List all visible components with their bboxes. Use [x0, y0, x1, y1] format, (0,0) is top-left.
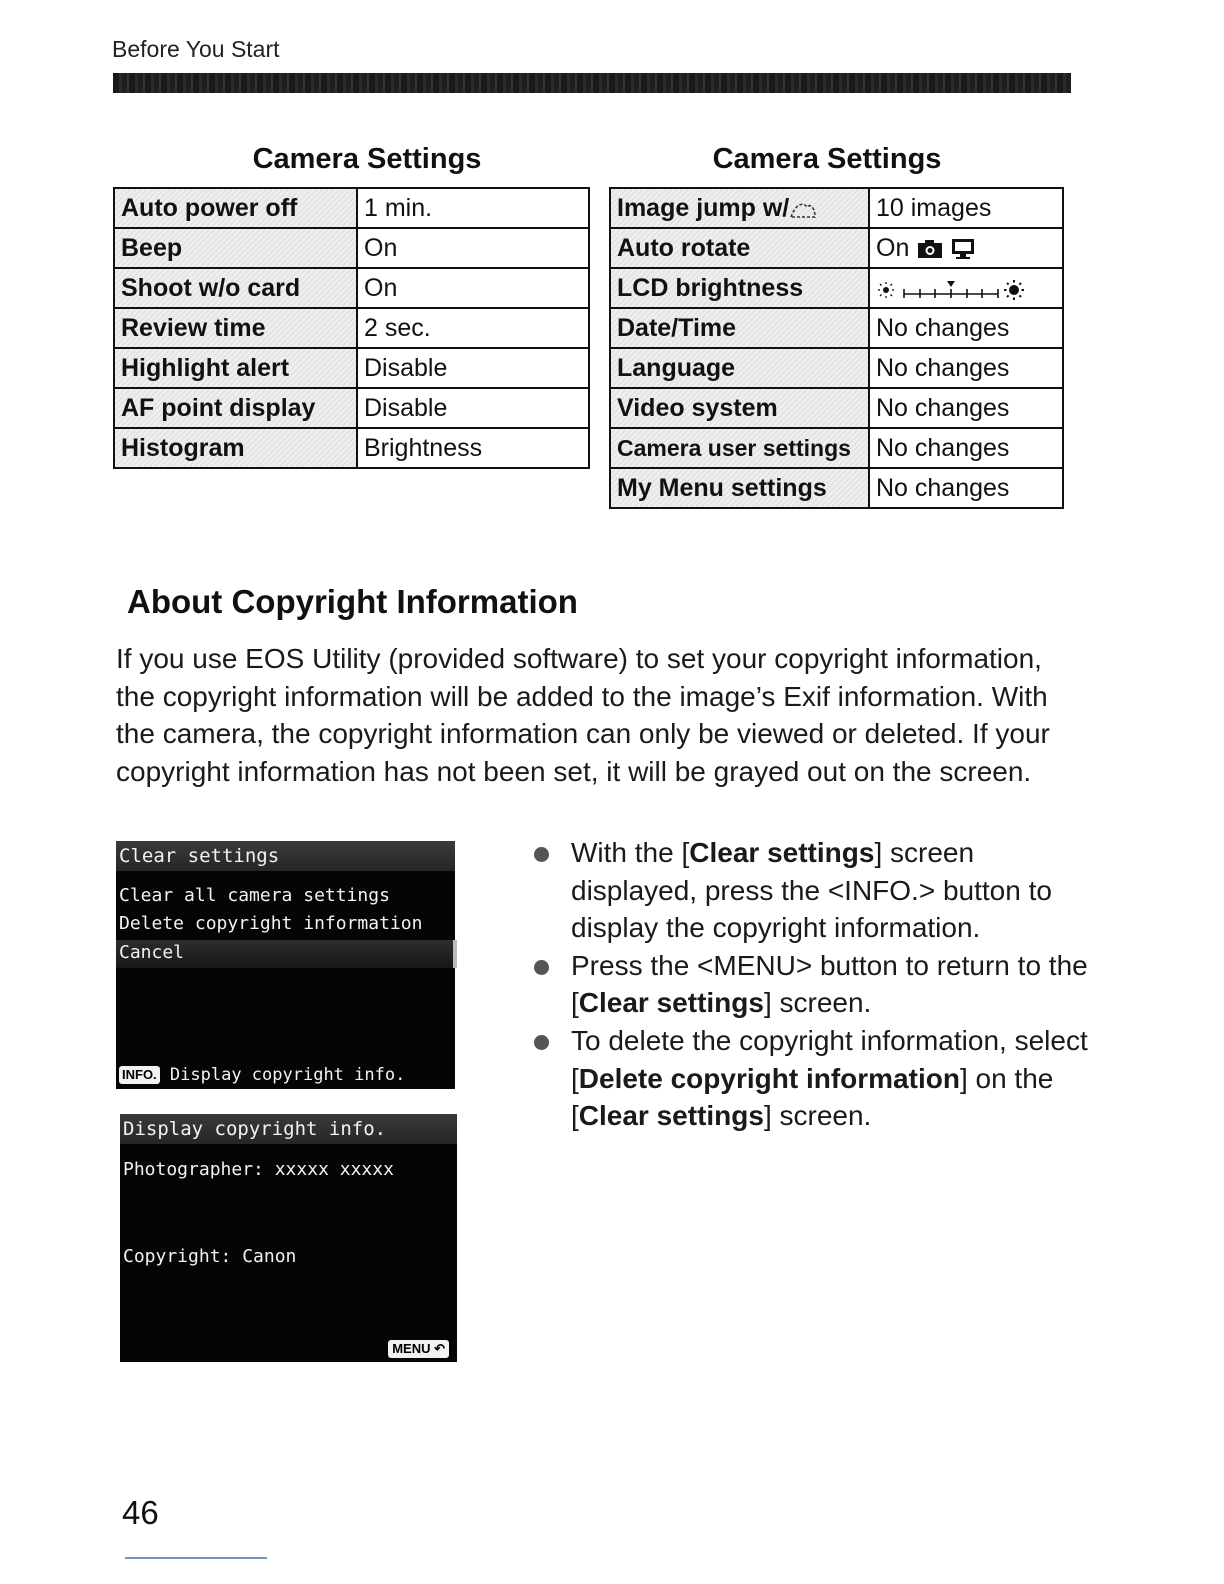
setting-label: Histogram [114, 428, 357, 468]
setting-value: No changes [869, 348, 1063, 388]
section-paragraph: If you use EOS Utility (provided software) to set your copyright information, the copyright information will be added to the image’s Exif information. With the camera, the copyright information can only be viewed or deleted. If your copyright information has not been set, it will be grayed out on the screen. [116, 643, 1050, 787]
menu-item-clear-all[interactable]: Clear all camera settings [119, 885, 390, 906]
setting-label: Camera user settings [610, 428, 869, 468]
page-number: 46 [122, 1494, 159, 1531]
setting-value: On [357, 268, 589, 308]
image-jump-icon [789, 197, 817, 221]
list-item: To delete the copyright information, select [Delete copyright information] on the [Clear settings] screen. [530, 1022, 1090, 1135]
setting-value: No changes [869, 468, 1063, 508]
bullet-icon [534, 960, 549, 975]
screen-title: Display copyright info. [120, 1114, 457, 1144]
setting-label: Video system [610, 388, 869, 428]
footer-label: Display copyright info. [169, 1065, 406, 1085]
menu-item-cancel[interactable]: Cancel [119, 942, 185, 963]
right-settings-table [609, 187, 1064, 509]
setting-label: Review time [114, 308, 357, 348]
table-row [114, 308, 589, 348]
setting-value: No changes [869, 428, 1063, 468]
table-row [610, 348, 1063, 388]
header-bar [113, 73, 1071, 93]
setting-value: Brightness [357, 428, 589, 468]
setting-label: Beep [114, 228, 357, 268]
table-row [610, 308, 1063, 348]
table-row [114, 228, 589, 268]
setting-label: Language [610, 348, 869, 388]
setting-label: Date/Time [610, 308, 869, 348]
table-row [610, 188, 1063, 228]
setting-value: On [357, 228, 589, 268]
brightness-slider-icon [876, 274, 1026, 304]
setting-value: No changes [869, 308, 1063, 348]
setting-label: Highlight alert [114, 348, 357, 388]
setting-label: AF point display [114, 388, 357, 428]
table-row [114, 188, 589, 228]
list-item: With the [Clear settings] screen displayed, press the <INFO.> button to display the copyright information. [530, 834, 1090, 947]
setting-value: 2 sec. [357, 308, 589, 348]
list-item: Press the <MENU> button to return to the [Clear settings] screen. [530, 947, 1090, 1022]
monitor-icon [951, 238, 975, 260]
copyright-line: Copyright: Canon [123, 1246, 297, 1267]
table-row [114, 428, 589, 468]
setting-label: Auto power off [114, 188, 357, 228]
left-table-title: Camera Settings [252, 143, 482, 175]
bullet-icon [534, 1035, 549, 1050]
table-row [610, 428, 1063, 468]
table-row [610, 468, 1063, 508]
left-settings-table [113, 187, 590, 469]
setting-value: Disable [357, 348, 589, 388]
setting-value: 10 images [869, 188, 1063, 228]
info-button-icon: INFO. [119, 1066, 160, 1084]
table-row [114, 268, 589, 308]
camera-icon [917, 239, 943, 259]
setting-value: On [869, 228, 1063, 268]
clear-settings-screen [116, 841, 455, 1089]
setting-label: LCD brightness [610, 268, 869, 308]
table-row [114, 388, 589, 428]
table-row [610, 268, 1063, 308]
setting-label: Image jump w/ [610, 188, 869, 228]
setting-label: Auto rotate [610, 228, 869, 268]
table-row [610, 388, 1063, 428]
right-table-title: Camera Settings [712, 143, 942, 175]
brightness-scale [869, 268, 1063, 308]
table-row [114, 348, 589, 388]
copyright-info-screen [120, 1114, 457, 1362]
photographer-line: Photographer: xxxxx xxxxx [123, 1159, 394, 1180]
setting-value: 1 min. [357, 188, 589, 228]
setting-value: Disable [357, 388, 589, 428]
screen-title: Clear settings [116, 841, 455, 871]
section-title: About Copyright Information [127, 583, 578, 620]
screen-footer [119, 1065, 405, 1085]
setting-value: No changes [869, 388, 1063, 428]
running-header: Before You Start [112, 36, 280, 62]
menu-item-delete-copyright[interactable]: Delete copyright information [119, 913, 423, 934]
setting-label: Shoot w/o card [114, 268, 357, 308]
bullet-icon [534, 847, 549, 862]
footer-rule [125, 1557, 267, 1559]
instruction-list [530, 834, 1090, 1135]
setting-label: My Menu settings [610, 468, 869, 508]
menu-back-icon: MENU ↶ [388, 1340, 449, 1358]
table-row [610, 228, 1063, 268]
